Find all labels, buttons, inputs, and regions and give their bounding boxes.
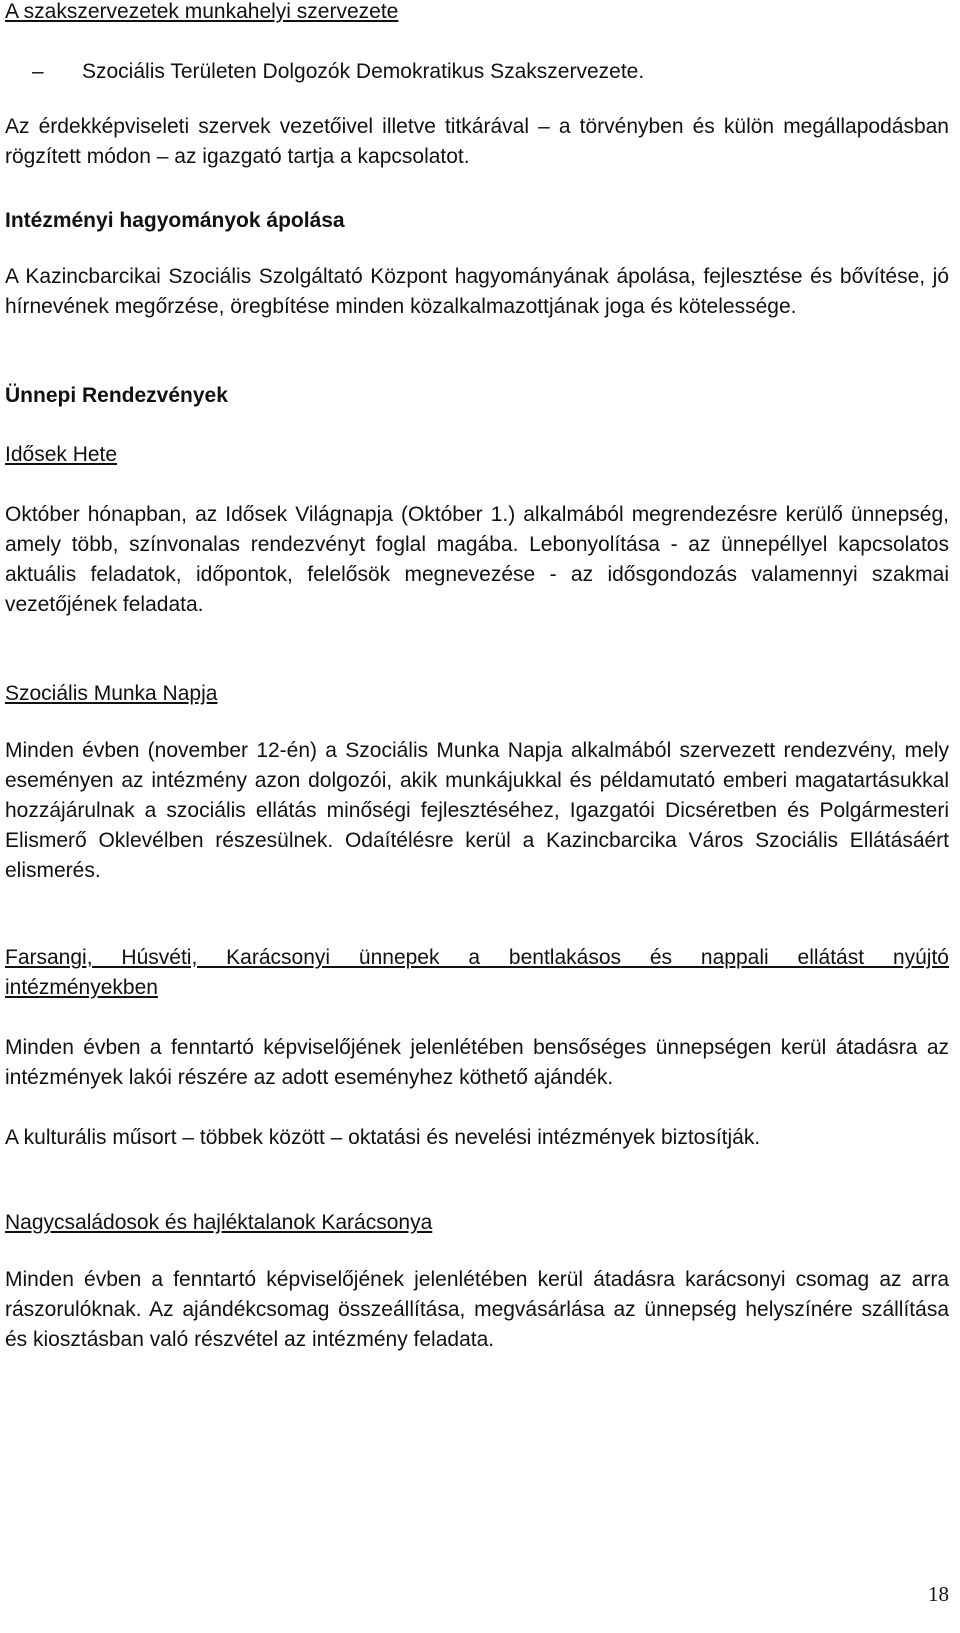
- heading-farsangi-line2: intézményekben: [5, 976, 158, 999]
- heading-intezmenyi-hagyomanyok: Intézményi hagyományok ápolása: [5, 209, 345, 232]
- paragraph-idosek-hete: Október hónapban, az Idősek Világnapja (Október 1.) alkalmából megrendezésre kerülő ünnepség, amely több, színvonalas rendezvényt foglal magába. Lebonyolítása - az ünnepéllyel kapcsolatos aktuális feladatok, időpontok, felelősök megnevezése - az idősgondozás valamennyi szakmai vezetőjének feladata.: [5, 503, 949, 616]
- heading-nagycsaladosok: Nagycsaládosok és hajléktalanok Karácsonya: [5, 1211, 433, 1234]
- paragraph-nagycsaladosok: Minden évben a fenntartó képviselőjének jelenlétében kerül átadásra karácsonyi csomag az arra rászorulóknak. Az ajándékcsomag összeállítása, megvásárlása az ünnepség helyszínére szállítása és kiosztásban való részvétel az intézmény feladata.: [5, 1268, 949, 1351]
- dash-bullet: –: [32, 60, 44, 83]
- paragraph-erdekkepviselet: Az érdekképviseleti szervek vezetőivel illetve titkárával – a törvényben és külön megállapodásban rögzített módon – az igazgató tartja a kapcsolatot.: [5, 115, 949, 168]
- paragraph-szocialis-munka-napja: Minden évben (november 12-én) a Szociális Munka Napja alkalmából szervezett rendezvény, mely eseményen az intézmény azon dolgozói, akik munkájukkal és példamutató emberi magatartásukkal hozzájárulnak a szociális ellátás minőségi fejlesztéséhez, Igazgatói Dicséretben és Polgármesteri Elismerő Oklevélben részesülnek. Odaítélésre kerül a Kazincbarcika Város Szociális Ellátásáért elismerés.: [5, 739, 949, 882]
- heading-idosek-hete: Idősek Hete: [5, 443, 118, 466]
- heading-munkahelyi-szervezete: A szakszervezetek munkahelyi szervezete: [5, 0, 399, 23]
- page-number: 18: [928, 1582, 949, 1606]
- heading-unnepi-rendezvenyek: Ünnepi Rendezvények: [5, 384, 228, 407]
- paragraph-hagyomanyok: A Kazincbarcikai Szociális Szolgáltató Központ hagyományának ápolása, fejlesztése és bővítése, jó hírnevének megőrzése, öregbítése minden közalkalmazottjának joga és kötelessége.: [5, 265, 949, 318]
- list-item-text: Szociális Területen Dolgozók Demokratikus Szakszervezete.: [82, 60, 645, 83]
- heading-farsangi-line1: Farsangi, Húsvéti, Karácsonyi ünnepek a bentlakásos és nappali ellátást nyújtó: [5, 946, 949, 969]
- paragraph-kulturalis-musor: A kulturális műsort – többek között – oktatási és nevelési intézmények biztosítják.: [5, 1126, 761, 1149]
- heading-szocialis-munka-napja: Szociális Munka Napja: [5, 682, 218, 705]
- list-item-szakszervezet: [32, 57, 644, 87]
- paragraph-farsangi: Minden évben a fenntartó képviselőjének jelenlétében bensőséges ünnepségen kerül átadásra az intézmények lakói részére az adott eseményhez köthető ajándék.: [5, 1036, 949, 1089]
